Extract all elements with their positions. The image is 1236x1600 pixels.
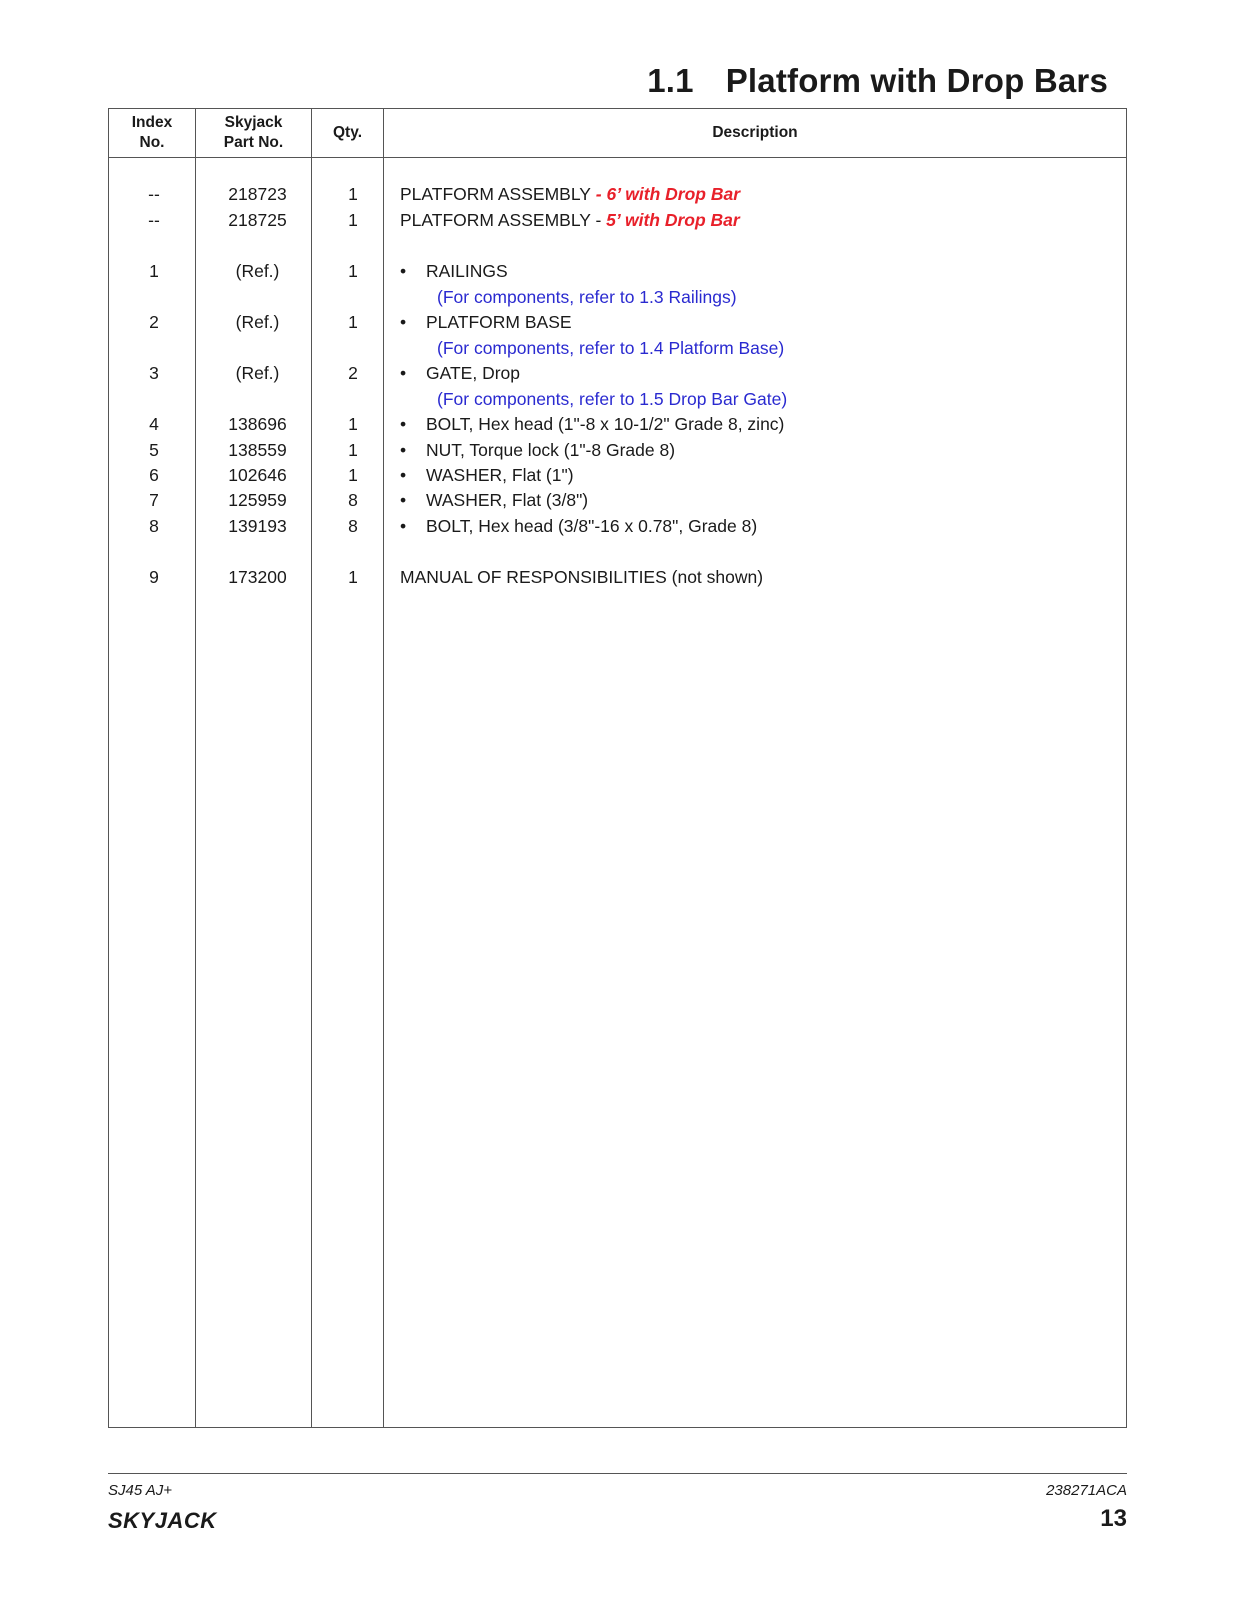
bullet-icon: • [400, 312, 407, 332]
header-divider [109, 157, 1126, 158]
description-text: GATE, Drop [426, 363, 521, 383]
header-index-line1: Index [131, 114, 173, 131]
document-number: 238271ACA [1046, 1482, 1127, 1499]
table-row [109, 181, 1126, 207]
table-row [109, 513, 1126, 539]
qty-cell: 8 [348, 516, 358, 536]
qty-cell: 8 [348, 490, 358, 510]
part-number-cell: (Ref.) [235, 261, 280, 281]
description-cell [400, 181, 740, 207]
qty-cell: 1 [348, 184, 358, 204]
section-title-text: Platform with Drop Bars [725, 62, 1108, 99]
index-cell: 7 [149, 490, 159, 510]
index-cell: 3 [149, 363, 159, 383]
qty-cell: 2 [348, 363, 358, 383]
description-cell [400, 360, 520, 386]
bullet-icon: • [400, 490, 407, 510]
qty-cell: 1 [348, 312, 358, 332]
description-text: WASHER, Flat (3/8") [426, 490, 589, 510]
page-number: 13 [1100, 1505, 1127, 1532]
table-row [109, 309, 1126, 335]
header-description-label: Description [712, 124, 798, 141]
model-name: SJ45 AJ+ [108, 1482, 173, 1499]
table-row [109, 411, 1126, 437]
section-number: 1.1 [647, 62, 694, 99]
part-number-cell: 173200 [228, 567, 287, 587]
index-cell: 5 [149, 440, 159, 460]
header-qty [312, 109, 383, 157]
index-cell: 4 [149, 414, 159, 434]
index-cell: -- [148, 210, 160, 230]
reference-note: (For components, refer to 1.3 Railings) [437, 287, 737, 307]
section-title [647, 62, 1108, 100]
description-highlight: - 6’ with Drop Bar [590, 184, 741, 204]
description-cell [400, 437, 675, 463]
description-cell [400, 564, 763, 590]
qty-cell: 1 [348, 210, 358, 230]
description-cell [400, 258, 508, 284]
footer-rule [108, 1473, 1127, 1474]
qty-cell: 1 [348, 261, 358, 281]
header-part-number [196, 109, 311, 157]
header-part-line1: Skyjack [224, 114, 283, 131]
column-divider [311, 109, 312, 1427]
reference-note: (For components, refer to 1.4 Platform Base) [437, 338, 785, 358]
index-cell: 6 [149, 465, 159, 485]
table-row [109, 207, 1126, 233]
header-index [109, 109, 195, 157]
header-index-line2: No. [139, 134, 165, 151]
table-row [109, 462, 1126, 488]
description-text: RAILINGS [426, 261, 508, 281]
qty-cell: 1 [348, 414, 358, 434]
description-text: PLATFORM BASE [426, 312, 572, 332]
description-text: PLATFORM ASSEMBLY - [400, 210, 607, 230]
bullet-icon: • [400, 363, 407, 383]
table-row [109, 564, 1126, 590]
column-divider [383, 109, 384, 1427]
index-cell: -- [148, 184, 160, 204]
bullet-icon: • [400, 440, 407, 460]
description-cell [400, 513, 757, 539]
description-highlight: 5’ with Drop Bar [606, 210, 740, 230]
header-qty-label: Qty. [333, 124, 362, 141]
table-row [109, 258, 1126, 284]
qty-cell: 1 [348, 440, 358, 460]
description-text: WASHER, Flat (1") [426, 465, 574, 485]
description-text: NUT, Torque lock (1"-8 Grade 8) [426, 440, 676, 460]
parts-table [108, 108, 1127, 1428]
skyjack-logo: SKYJACK [108, 1508, 217, 1533]
table-row [109, 360, 1126, 386]
index-cell: 1 [149, 261, 159, 281]
qty-cell: 1 [348, 567, 358, 587]
part-number-cell: 102646 [228, 465, 287, 485]
description-text: BOLT, Hex head (1"-8 x 10-1/2" Grade 8, zinc) [426, 414, 785, 434]
description-text: PLATFORM ASSEMBLY [400, 184, 591, 204]
part-number-cell: 218725 [228, 210, 287, 230]
table-row [109, 437, 1126, 463]
part-number-cell: (Ref.) [235, 363, 280, 383]
description-text: BOLT, Hex head (3/8"-16 x 0.78", Grade 8) [426, 516, 758, 536]
part-number-cell: 218723 [228, 184, 287, 204]
bullet-icon: • [400, 465, 407, 485]
column-divider [195, 109, 196, 1427]
reference-note: (For components, refer to 1.5 Drop Bar Gate) [437, 389, 788, 409]
description-cell [400, 487, 588, 513]
table-row [109, 487, 1126, 513]
header-part-line2: Part No. [223, 134, 284, 151]
header-description [384, 109, 1126, 157]
part-number-cell: 138696 [228, 414, 287, 434]
index-cell: 9 [149, 567, 159, 587]
description-cell [400, 309, 572, 335]
description-cell [400, 411, 784, 437]
description-text: MANUAL OF RESPONSIBILITIES (not shown) [400, 567, 764, 587]
bullet-icon: • [400, 414, 407, 434]
index-cell: 8 [149, 516, 159, 536]
description-cell [400, 462, 574, 488]
part-number-cell: 138559 [228, 440, 287, 460]
description-cell [400, 207, 740, 233]
bullet-icon: • [400, 261, 407, 281]
bullet-icon: • [400, 516, 407, 536]
qty-cell: 1 [348, 465, 358, 485]
index-cell: 2 [149, 312, 159, 332]
part-number-cell: (Ref.) [235, 312, 280, 332]
part-number-cell: 125959 [228, 490, 287, 510]
part-number-cell: 139193 [228, 516, 287, 536]
